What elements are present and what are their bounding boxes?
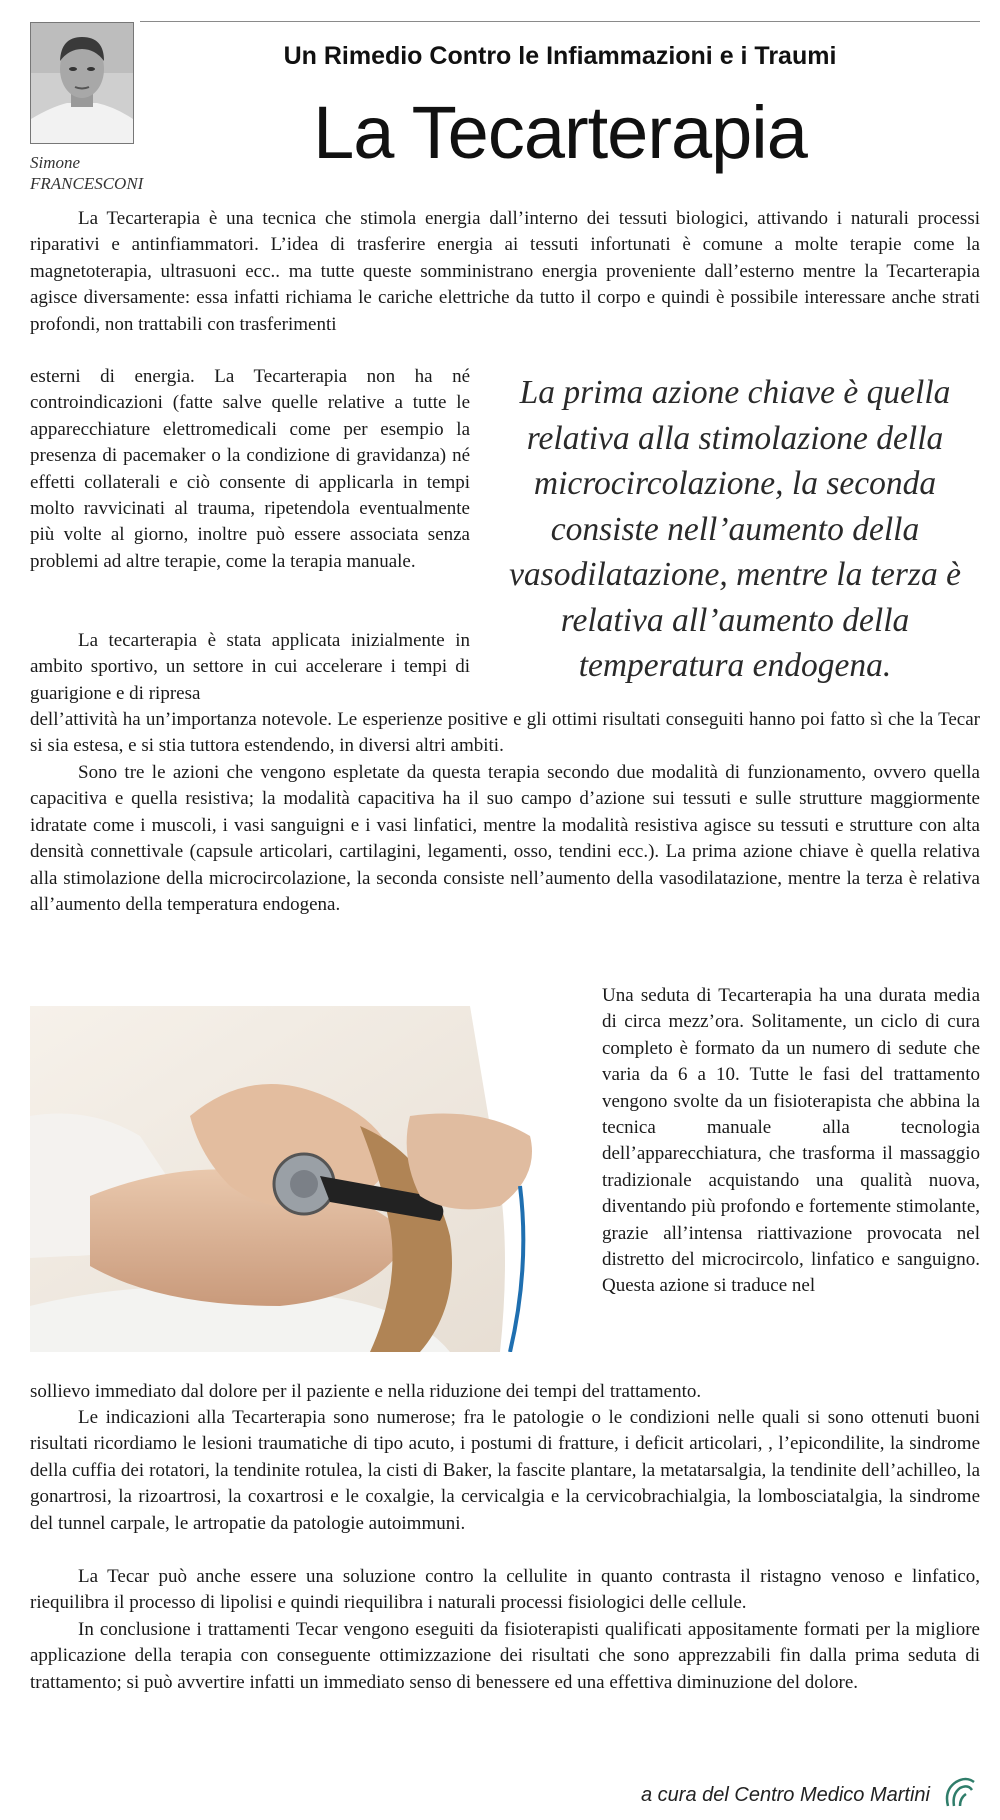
top-rule xyxy=(140,21,980,22)
author-last-name: FRANCESCONI xyxy=(30,174,144,193)
centro-medico-logo-icon xyxy=(940,1772,980,1812)
paragraph-sport-continued: dell’attività ha un’importanza notevole. Le esperienze positive e gli ottimi risultati conseguiti hanno poi fatto sì che la Tecar si sia estesa, e si stia tuttora estendendo, in diversi altri ambiti. xyxy=(30,709,980,757)
paragraph-session: Una seduta di Tecarterapia ha una durata media di circa mezz’ora. Solitamente, un ciclo di cura completo è formato da un numero di sedute che varia da 6 a 10. Tutte le fasi del trattamento vengono svolte da un fisioterapista che abbina la tecnica manuale alla tecnologia dell’apparecchiatura, che trasforma il massaggio tradizionale acquistando una qualità nuova, diventando più profondo e fortemente stimolante, grazie all’intensa riattivazione provocata nel distretto del microcircolo, linfatico e sanguigno. Questa azione si traduce nel xyxy=(602,985,980,1297)
author-photo xyxy=(30,22,134,144)
pull-quote: La prima azione chiave è quella relativa alla stimolazione della microcircolazione, la seconda consiste nell’aumento della vasodilatazione, mentre la terza è relativa all’aumento della temperatura endogena. xyxy=(509,374,961,684)
treatment-photo xyxy=(30,1006,582,1352)
paragraph-intro-continued: esterni di energia. La Tecarterapia non ha né controindicazioni (fatte salve quelle relative a tutte le apparecchiature elettromedicali come per esempio la presenza di pacemaker o la condizione di gravidanza) né effetti collaterali e ciò consente di applicarla in tempi molto ravvicinati al trauma, ripetendola eventualmente più volte al giorno, inoltre può essere associata senza problemi ad altre terapie, come la terapia manuale. xyxy=(30,366,470,572)
paragraph-conclusion: In conclusione i trattamenti Tecar vengono eseguiti da fisioterapisti qualificati appositamente formati per la migliore applicazione della terapia con conseguente ottimizzazione dei risultati che sono apprezzabili fin dalla prima seduta di trattamento; si può avvertire infatti un immediato senso di benessere ed una effettiva diminuzione del dolore. xyxy=(30,1619,980,1693)
author-name xyxy=(30,152,143,194)
paragraph-cellulite: La Tecar può anche essere una soluzione contro la cellulite in quanto contrasta il ristagno venoso e linfatico, riequilibra il processo di lipolisi e quindi riequilibra i naturali processi fisiologici delle cellule. xyxy=(30,1566,980,1614)
article-subtitle: Un Rimedio Contro le Infiammazioni e i Traumi xyxy=(283,42,837,70)
paragraph-intro: La Tecarterapia è una tecnica che stimola energia dall’interno dei tessuti biologici, attivando i naturali processi riparativi e antinfiammatori. L’idea di trasferire energia ai tessuti infortunati è comune a molte terapie come la magnetoterapia, ultrasuoni ecc.. ma tutte queste somministrano energia proveniente dall’esterno mentre la Tecarterapia agisce diversamente: essa infatti richiama le cariche elettriche da tutto il corpo e quindi è possibile interessare anche strati profondi, non trattabili con trasferimenti xyxy=(30,208,980,335)
paragraph-modalities: Sono tre le azioni che vengono espletate da questa terapia secondo due modalità di funzionamento, ovvero quella capacitiva e quella resistiva; la modalità capacitiva ha il suo campo d’azione sui tessuti e sulle strutture maggiormente idratate come i muscoli, i vasi sanguigni e i vasi linfatici, mentre la modalità resistiva agisce su tessuti e strutture con alta densità connettivale (capsule articolari, cartilagini, legamenti, osso, tendini ecc.). La prima azione chiave è quella relativa alla stimolazione della microcircolazione, la seconda consiste nell’aumento della vasodilatazione, mentre la terza è relativa all’aumento della temperatura endogena. xyxy=(30,762,980,916)
author-first-name: Simone xyxy=(30,153,81,172)
paragraph-indications: Le indicazioni alla Tecarterapia sono numerose; fra le patologie o le condizioni nelle quali si sono ottenuti buoni risultati ricordiamo le lesioni traumatiche di tipo acuto, i postumi di fratture, i deficit articolari, , l’epicondilite, la sindrome della cuffia dei rotatori, la tendinite rotulea, la cisti di Baker, la fascite plantare, la metatarsalgia, la tendinite dell’achilleo, la gonartrosi, la rizoartrosi, la coxartrosi e le coxalgie, la cervicalgia e la cervicobrachialgia, la lombosciatalgia, la sindrome del tunnel carpale, le artropatie da patologie autoimmuni. xyxy=(30,1407,980,1534)
article-title: La Tecarterapia xyxy=(313,91,807,174)
paragraph-sport: La tecarterapia è stata applicata inizialmente in ambito sportivo, un settore in cui accelerare i tempi di guarigione e di ripresa xyxy=(30,630,470,704)
footer-credit: a cura del Centro Medico Martini xyxy=(640,1784,930,1806)
paragraph-session-continued: sollievo immediato dal dolore per il paziente e nella riduzione dei tempi del trattamento. xyxy=(30,1381,702,1402)
